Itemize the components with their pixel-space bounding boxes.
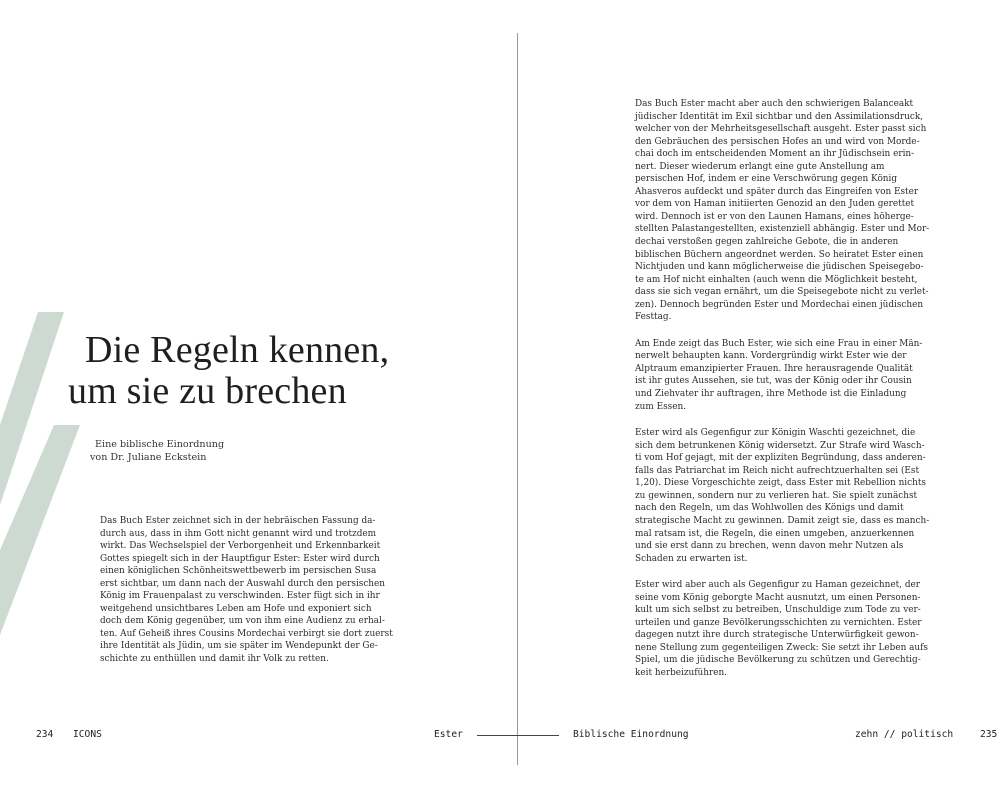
footer-left-title: ICONS xyxy=(73,729,102,740)
body-paragraph-3: Ester wird als Gegenfigur zur Königin Waschti gezeichnet, die sich dem betrunkenen König widersetzt. Zur Strafe wird Wasch- ti vom Hof gejagt, mit der expliziten Begründung, dass anderen- falls das Patriarchat im Reich nicht aufrechtzuerhalten sei (Est 1,20). Diese Vorgeschichte zeigt, dass Ester mit Rebellion nichts zu gewinnen, sondern nur zu verlieren hat. Sie spielt zunächst nach den Regeln, um das Wohlwollen des Königs und damit strategische Macht zu gewinnen. Damit zeigt sie, dass es manch- mal ratsam ist, die Regeln, die einen umgeben, anzuerkennen und sie erst dann zu brechen, wenn davon mehr Nutzen als Schaden zu erwarten ist. xyxy=(635,428,930,564)
author-line: von Dr. Juliane Eckstein xyxy=(90,452,207,464)
body-paragraph-4: Ester wird aber auch als Gegenfigur zu Haman gezeichnet, der seine vom König geborgte Macht ausnutzt, um einen Personen- kult um sich selbst zu betreiben, Unschuldige zum Tode zu ver- urteilen und ganze Bevölkerungsschichten zu vernichten. Ester dagegen nutzt ihre durch strategische Unterwürfigkeit gewon- nene Stellung zum gegenteiligen Zweck: Sie setzt ihr Leben aufs Spiel, um die jüdische Bevölkerung zu schützen und Gerechtig- keit herbeizuführen. xyxy=(635,580,928,678)
footer-section-label: Ester xyxy=(434,729,463,740)
footer-right-page-number: 235 xyxy=(980,729,998,740)
intro-paragraph: Das Buch Ester zeichnet sich in der hebräischen Fassung da- durch aus, dass in ihm Gott nicht genannt wird und trotzdem wirkt. Das Wechselspiel der Verborgenheit und Erkennbarkeit Gottes spiegelt sich in der Hauptfigur Ester: Ester wird durch einen königlichen Schönheitswettbewerb im persischen Susa erst sichtbar, um dann nach der Auswahl durch den persischen König im Frauenpalast zu verschwinden. Ester fügt sich in ihr weitgehend unsichtbares Leben am Hofe und exponiert sich doch dem König gegenüber, um von ihm eine Audienz zu erhal- ten. Auf Geheiß ihres Cousins Mordechai verbirgt sie dort zuerst ihre Identität als Jüdin, um sie später im Wendepunkt der Ge- schichte zu enthüllen und damit ihr Volk zu retten. xyxy=(100,516,393,665)
body-paragraph-2: Am Ende zeigt das Buch Ester, wie sich eine Frau in einer Män- nerwelt behaupten kann. Vordergründig wirkt Ester wie der Alptraum emanzipierter Frauen. Ihre herausragende Qualität ist ihr gutes Aussehen, sie tut, was der König oder ihr Cousin und Ziehvater ihr auftragen, ihre Methode ist die Einladung zum Essen. xyxy=(635,338,923,412)
subtitle-line-1: Eine biblische Einordnung xyxy=(95,439,225,450)
right-text-column xyxy=(635,98,945,694)
footer-left-page-number: 234 xyxy=(36,729,54,740)
footer-right-title: zehn // politisch xyxy=(855,729,954,740)
article-headline xyxy=(68,330,389,412)
headline-line-1: Die Regeln kennen, xyxy=(85,329,390,371)
headline-line-2: um sie zu brechen xyxy=(68,370,347,412)
footer-section-subtitle: Biblische Einordnung xyxy=(573,729,689,740)
footer-center-rule xyxy=(477,735,559,736)
left-text-column xyxy=(100,515,405,680)
body-paragraph-1: Das Buch Ester macht aber auch den schwierigen Balanceakt jüdischer Identität im Exil sichtbar und den Assimilationsdruck, welcher von der Mehrheitsgesellschaft ausgeht. Ester passt sich den Gebräuchen des persischen Hofes an und wird von Morde- chai doch im entscheidenden Moment an ihr Jüdischsein erin- nert. Dieser wiederum erlangt eine gute Anstellung am persischen Hof, indem er eine Verschwörung gegen König Ahasveros aufdeckt und später durch das Eingreifen von Ester vor dem von Haman initiierten Genozid an den Juden gerettet wird. Dennoch ist er von den Launen Hamans, eines höherge- stellten Palastangestellten, existenziell abhängig. Ester und Mor- dechai verstoßen gegen zahlreiche Gebote, die in anderen biblischen Büchern angeordnet werden. So heiratet Ester einen Nichtjuden und kann möglicherweise die jüdischen Speisegebo- te am Hof nicht einhalten (auch wenn die Möglichkeit besteht, dass sie sich vegan ernährt, um die Speisegebote nicht zu verlet- zen). Dennoch begründen Ester und Mordechai einen jüdischen Festtag. xyxy=(635,99,930,323)
page-gutter-line xyxy=(517,33,518,765)
article-subtitle xyxy=(90,438,224,465)
